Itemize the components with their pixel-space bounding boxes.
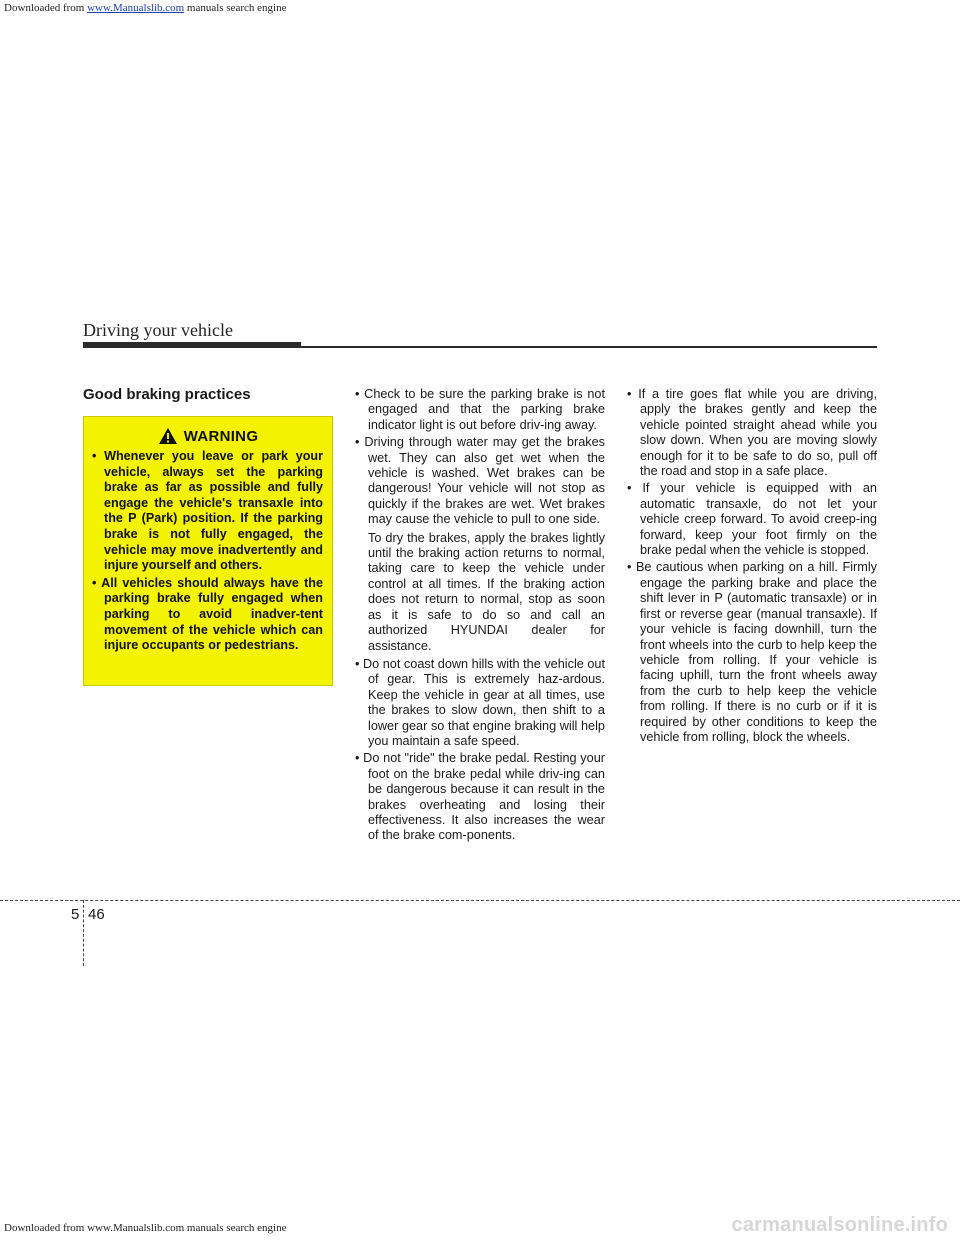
footer-dashed-divider (83, 900, 84, 966)
list-item: • Do not coast down hills with the vehicle out of gear. This is extremely haz-ardous. Keep the vehicle in gear at all times, use the brakes to slow down, then shift to a lower gear so that engine braking will help you maintain a safe speed. (355, 656, 605, 748)
list-item: • Do not "ride" the brake pedal. Resting your foot on the brake pedal while driv-ing can be dangerous because it can result in the brakes overheating and losing their effectiveness. It also increases the wear of the brake com-ponents. (355, 751, 605, 843)
section-title: Good braking practices (83, 386, 251, 403)
manualslib-link[interactable]: www.Manualslib.com (87, 2, 185, 14)
warning-item: • All vehicles should always have the parking brake fully engaged when parking to avoid inadver-tent movement of the vehicle which can injure occupants or pedestrians. (92, 575, 323, 653)
download-notice-prefix: Downloaded from (4, 2, 88, 14)
warning-box (83, 416, 333, 686)
list-item: • Check to be sure the parking brake is not engaged and that the parking brake indicator light is out before driv-ing away. (355, 387, 605, 432)
warning-triangle-icon (158, 427, 178, 445)
list-item: • If your vehicle is equipped with an automatic transaxle, do not let your vehicle creep forward. To avoid creep-ing forward, keep your foot firmly on the brake pedal when the vehicle is stopped. (627, 481, 877, 558)
header-rule-thin (301, 346, 877, 348)
right-column (627, 387, 877, 747)
footer-dashed-rule (0, 900, 960, 901)
list-item: • If a tire goes flat while you are driving, apply the brakes gently and keep the vehicle pointed straight ahead while you slow down. When you are moving slowly enough for it to be safe to do so, pull off the road and stop in a safe place. (627, 387, 877, 479)
watermark: carmanualsonline.info (731, 1214, 948, 1236)
middle-column (355, 387, 605, 846)
download-notice (4, 2, 286, 14)
header-rule-thick (83, 342, 301, 348)
warning-title: WARNING (183, 427, 259, 445)
warning-item: • Whenever you leave or park your vehicle, always set the parking brake as far as possible and fully engage the vehicle's transaxle into the P (Park) position. If the parking brake is not fully engaged, the vehicle may move inadvertently and injure yourself and others. (92, 449, 323, 573)
page-number: 46 (88, 906, 105, 923)
warning-header (84, 427, 332, 445)
footer-download-notice: Downloaded from www.Manualslib.com manuals search engine (4, 1222, 287, 1234)
page-header-title: Driving your vehicle (83, 320, 233, 340)
list-item: • Driving through water may get the brakes wet. They can also get wet when the vehicle is washed. Wet brakes can be dangerous! Your vehicle will not stop as quickly if the brakes are wet. Wet brakes may cause the vehicle to pull to one side. (355, 435, 605, 527)
chapter-number: 5 (71, 906, 80, 923)
warning-list (84, 449, 332, 654)
download-notice-suffix: manuals search engine (184, 2, 287, 14)
list-item-paragraph: To dry the brakes, apply the brakes lightly until the braking action returns to normal, taking care to keep the vehicle under control at all times. If the braking action does not return to normal, stop as soon as it is safe to do so and call an authorized HYUNDAI dealer for assistance. (368, 530, 605, 653)
list-item: • Be cautious when parking on a hill. Firmly engage the parking brake and place the shift lever in P (automatic transaxle) or in first or reverse gear (manual transaxle). If your vehicle is facing downhill, turn the front wheels into the curb to help keep the vehicle from rolling. If your vehicle is facing uphill, turn the front wheels away from the curb to help keep the vehicle from rolling. If there is no curb or if it is required by other conditions to keep the vehicle from rolling, block the wheels. (627, 560, 877, 744)
